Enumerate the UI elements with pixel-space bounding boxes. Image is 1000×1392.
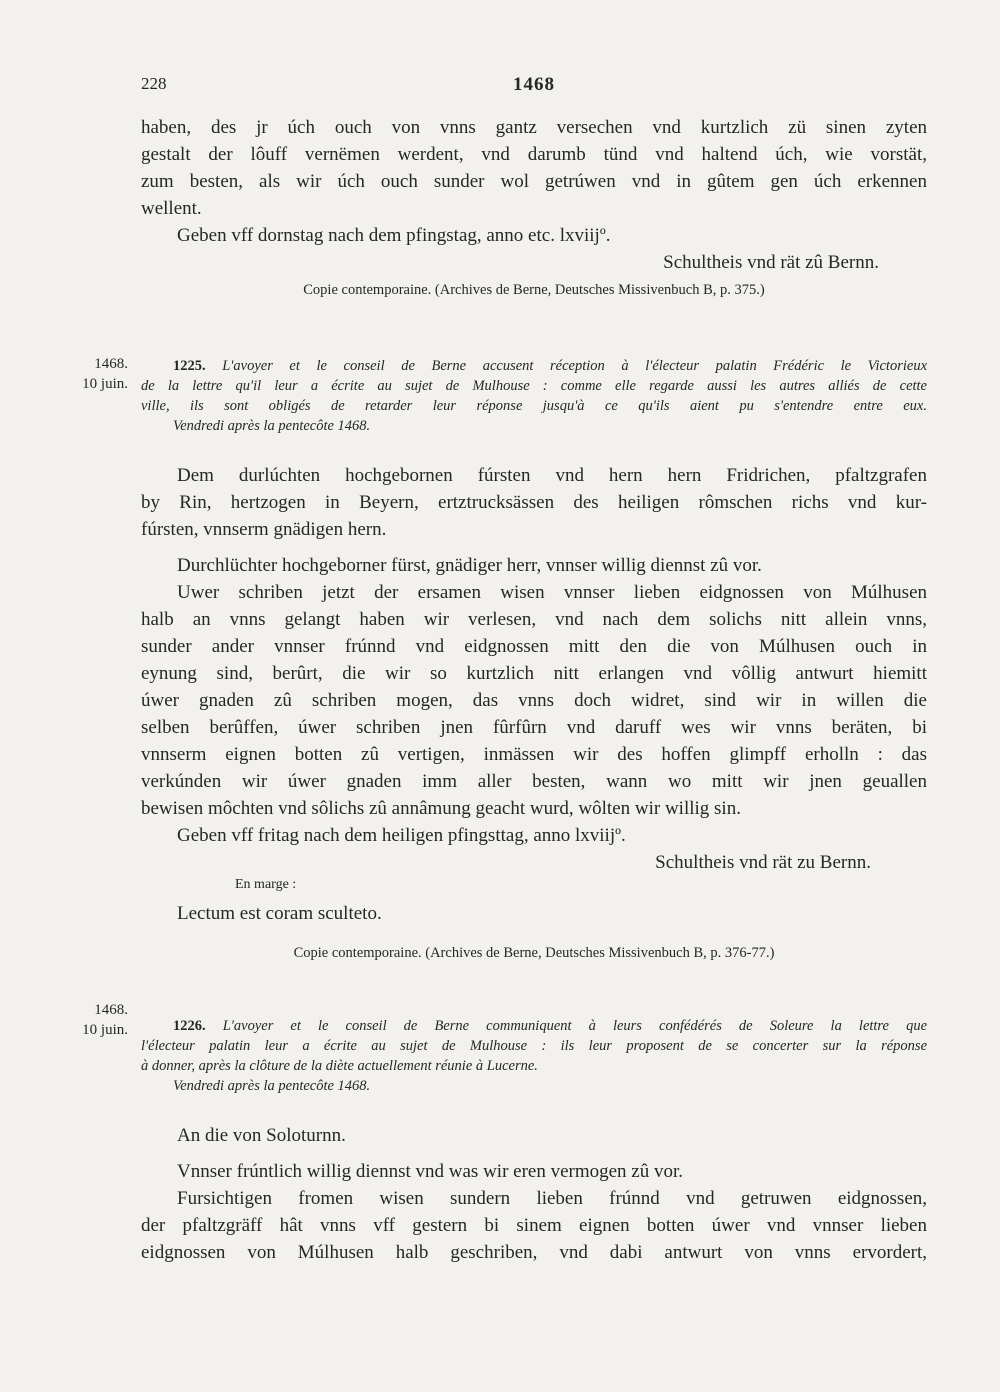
- dating-line: Geben vff dornstag nach dem pfingstag, anno etc. lxviijº.: [177, 225, 611, 246]
- text-line: wellent.: [141, 198, 202, 219]
- body-line: bewisen môchten vnd sôlichs zû annâmung geacht wurd, wôlten wir willig sin.: [141, 798, 741, 819]
- body-line: der pfaltzgräff hât vnns vff gestern bi sinem eignen botten úwer vnd vnnser lieben: [141, 1215, 927, 1236]
- signature-line: Schultheis vnd rät zu Bernn.: [655, 852, 871, 873]
- text-line: haben, des jr úch ouch von vnns gantz versechen vnd kurtzlich zü sinen zyten: [141, 117, 927, 138]
- entry-number: 1225.: [173, 358, 206, 374]
- summary-line: de la lettre qu'il leur a écrite au sujet de Mulhouse : comme elle regarde aussi les autres alliés de cette: [141, 378, 927, 394]
- page-header: [141, 74, 927, 104]
- page-number: 228: [141, 74, 167, 93]
- address-line: Dem durlúchten hochgebornen fúrsten vnd hern hern Fridrichen, pfaltzgrafen: [177, 465, 927, 486]
- text-line: gestalt der lôuff vernëmen werdent, vnd darumb tünd vnd haltend úch, wie vorstät,: [141, 144, 927, 165]
- body-line: eidgnossen von Múlhusen halb geschriben, vnd dabi antwurt von vnns ervordert,: [141, 1242, 927, 1263]
- margin-day: 10 juin.: [82, 376, 128, 392]
- body-line: halb an vnns gelangt haben wir verlesen, vnd nach dem solichs nitt allein vnns,: [141, 609, 927, 630]
- address-line: by Rin, hertzogen in Beyern, ertztrucksässen des heiligen rômschen richs vnd kur-: [141, 492, 927, 513]
- margin-day: 10 juin.: [82, 1022, 128, 1038]
- greeting-line: Vnnser frúntlich willig diennst vnd was wir eren vermogen zû vor.: [177, 1161, 684, 1182]
- source-note: Copie contemporaine. (Archives de Berne, Deutsches Missivenbuch B, p. 376-77.): [293, 945, 775, 961]
- body-line: eynung sind, berûrt, die wir so kurtzlich nitt erlangen vnd vôllig antwurt hiemitt: [141, 663, 927, 684]
- margin-year: 1468.: [94, 1002, 128, 1018]
- body-line: úwer gnaden zû schriben mogen, das vnns doch widret, sind wir in willen die: [141, 690, 927, 711]
- entry-1225: [141, 356, 927, 963]
- text-line: zum besten, als wir úch ouch sunder wol getrúwen vnd in gûtem gen úch erkennen: [141, 171, 927, 192]
- summary-line: ville, ils sont obligés de retarder leur réponse jusqu'à ce qu'ils aient pu s'entendre entre eux.: [141, 398, 927, 414]
- signature-line: Schultheis vnd rät zû Bernn.: [663, 252, 879, 273]
- address-line: An die von Soloturnn.: [177, 1125, 346, 1146]
- summary-date: Vendredi après la pentecôte 1468.: [173, 418, 371, 434]
- summary-line: 1225. L'avoyer et le conseil de Berne accusent réception à l'électeur palatin Frédéric le Victorieux: [173, 358, 928, 374]
- body-line: vnnserm eignen botten zû vertigen, inmässen wir des hoffen glimpff erholln : das: [141, 744, 927, 765]
- marginal-label: En marge :: [235, 877, 297, 892]
- summary-date: Vendredi après la pentecôte 1468.: [173, 1078, 371, 1094]
- summary-line: l'électeur palatin leur a écrite au sujet de Mulhouse : ils leur proposent de se concerter sur la réponse: [141, 1038, 927, 1054]
- body-line: Fursichtigen fromen wisen sundern lieben frúnnd vnd getruwen eidgnossen,: [177, 1188, 927, 1209]
- summary-line: 1226. L'avoyer et le conseil de Berne communiquent à leurs confédérés de Soleure la lettre que: [173, 1018, 927, 1034]
- body-line: selben berûffen, úwer schriben jnen fûrfûrn vnd daruff wes wir vnns beräten, bi: [141, 717, 927, 738]
- margin-date-1225: [52, 354, 128, 394]
- summary-line: à donner, après la clôture de la diète actuellement réunie à Lucerne.: [141, 1058, 538, 1074]
- marginal-text: Lectum est coram sculteto.: [177, 903, 382, 924]
- entry-number: 1226.: [173, 1018, 206, 1034]
- address-line: fúrsten, vnnserm gnädigen hern.: [141, 519, 387, 540]
- body-line: verkúnden wir úwer gnaden imm aller besten, wann wo mitt wir jnen geuallen: [141, 771, 927, 792]
- source-note: Copie contemporaine. (Archives de Berne, Deutsches Missivenbuch B, p. 375.): [303, 282, 765, 298]
- entry-1226: [141, 1016, 927, 1266]
- margin-year: 1468.: [94, 356, 128, 372]
- body-line: sunder ander vnnser frúnnd vnd eidgnossen mitt den die von Múlhusen ouch in: [141, 636, 927, 657]
- body-line: Uwer schriben jetzt der ersamen wisen vnnser lieben eidgnossen von Múlhusen: [177, 582, 927, 603]
- margin-date-1226: [52, 1000, 128, 1040]
- previous-letter-ending: [141, 114, 927, 300]
- running-title: 1468: [513, 74, 555, 95]
- dating-line: Geben vff fritag nach dem heiligen pfingsttag, anno lxviijº.: [177, 825, 626, 846]
- greeting-line: Durchlüchter hochgeborner fürst, gnädiger herr, vnnser willig diennst zû vor.: [177, 555, 762, 576]
